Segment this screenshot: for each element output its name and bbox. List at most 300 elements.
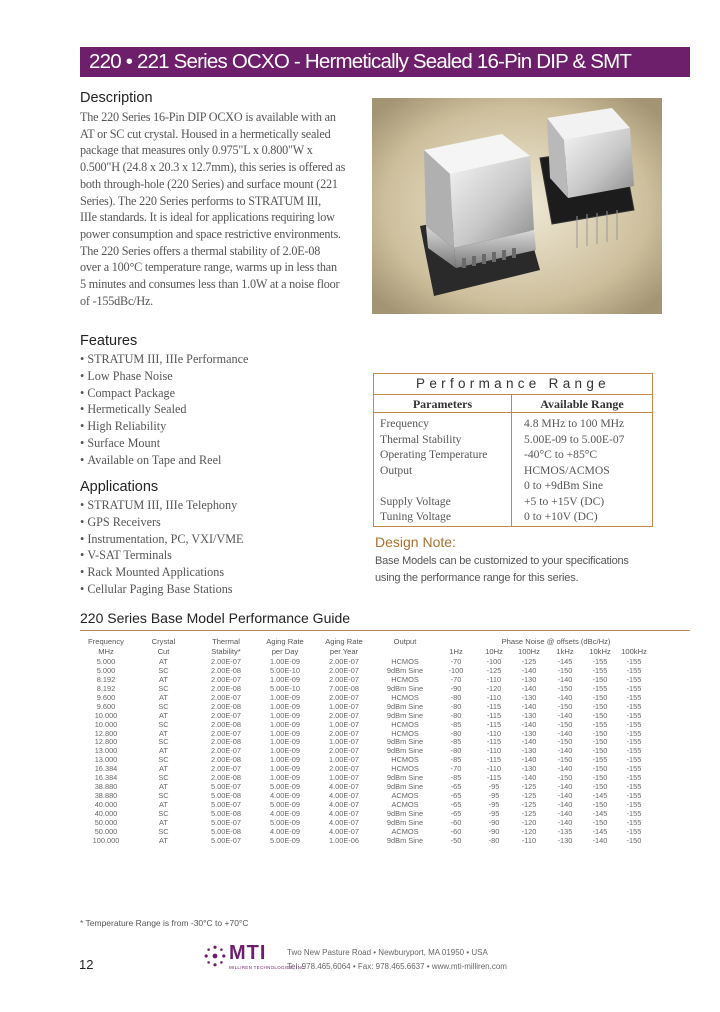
table-cell: AT [159,674,168,684]
table-cell: -115 [486,701,502,711]
table-cell: 10.000 [94,719,118,729]
performance-range-rows [374,416,652,525]
guide-title: 220 Series Base Model Performance Guide [80,610,351,626]
table-cell: 9dBm Sine [386,737,424,747]
table-row [374,416,652,432]
table-cell: -150 [557,701,573,711]
description-line: package that measures only 0.975"L x 0.800"W x [80,143,313,158]
table-cell: -140 [557,800,573,809]
offset-label: 10kHz [589,646,611,656]
table-cell: -150 [557,737,573,747]
table-cell: -125 [521,800,537,809]
table-cell: 5.00E-08 [211,791,241,801]
table-cell: -130 [521,728,537,738]
table-cell: -130 [521,674,537,684]
table-cell: 5.00E-07 [211,800,241,809]
table-cell: AT [159,835,168,845]
table-cell: 1.00E-07 [329,719,359,729]
table-cell: 7.00E-08 [329,683,359,693]
table-cell: 40.000 [94,808,118,818]
table-cell: -145 [592,826,608,836]
table-cell: 5.00E-07 [211,782,241,792]
table-cell: HCMOS [391,728,419,738]
table-cell: -155 [592,755,608,765]
table-cell: -100 [448,665,464,675]
col-frequency: Frequency MHz [88,637,124,656]
table-cell: 2.00E-07 [329,657,359,666]
table-cell: -110 [486,764,502,774]
offset-label: 100kHz [621,646,647,656]
table-cell: 50.000 [94,826,118,836]
footnote: * Temperature Range is from -30°C to +70°C [80,918,249,928]
table-cell: -140 [521,719,537,729]
table-cell: -140 [557,674,573,684]
table-cell: -70 [450,764,462,774]
table-cell: -80 [450,692,462,702]
table-cell: -95 [488,808,500,818]
table-cell: 1.00E-09 [270,701,300,711]
table-cell: 2.00E-08 [211,683,241,693]
table-cell: AT [159,728,168,738]
table-cell: -140 [557,808,573,818]
list-item: • Low Phase Noise [80,368,248,385]
table-cell: 4.00E-07 [329,808,359,818]
page-title: 220 • 221 Series OCXO - Hermetically Sealed 16-Pin DIP & SMT [80,47,690,77]
table-cell: -150 [557,755,573,765]
table-cell: -150 [592,817,608,827]
table-cell: SC [158,773,169,783]
table-row [374,494,652,510]
table-cell: -85 [450,755,462,765]
table-cell: 1.00E-06 [329,835,359,845]
features-list [80,351,248,469]
table-cell: 4.00E-09 [270,808,300,818]
table-cell: -85 [450,737,462,747]
description-line: The 220 Series 16-Pin DIP OCXO is available with an [80,110,336,124]
list-item: • Hermetically Sealed [80,401,248,418]
table-cell: -155 [626,800,642,809]
table-cell: -120 [521,817,537,827]
table-cell: -155 [626,755,642,765]
table-cell: AT [159,746,168,756]
table-cell: -115 [486,773,502,783]
performance-guide-rows [80,658,651,846]
contact-line: Tel: 978.465.6064 • Fax: 978.465.6637 • www.mti-milliren.com [287,962,507,971]
table-cell: 5.00E-10 [270,665,300,675]
table-cell: 1.00E-09 [270,657,300,666]
table-cell: -70 [450,674,462,684]
table-cell: -140 [521,755,537,765]
table-cell: -140 [557,746,573,756]
table-cell: 2.00E-07 [329,710,359,720]
table-cell: -115 [486,710,502,720]
table-cell: 4.00E-07 [329,817,359,827]
table-cell: 5.00E-07 [211,817,241,827]
table-cell: 9.600 [96,701,116,711]
table-cell: 4.00E-09 [270,791,300,801]
table-cell: 1.00E-07 [329,737,359,747]
description-line: 5 minutes and consumes less than 1.0W at a noise floor [80,277,340,292]
table-cell: -140 [521,683,537,693]
table-cell: 2.00E-08 [211,755,241,765]
table-cell: 16.384 [94,764,118,774]
description-line: both through-hole (220 Series) and surface mount (221 [80,176,338,191]
table-cell: -150 [592,701,608,711]
description-line: power consumption and space restrictive environments. [80,226,341,241]
table-cell: AT [159,782,168,792]
table-cell: -140 [592,835,608,845]
table-cell: 1.00E-07 [329,773,359,783]
table-cell: 2.00E-07 [211,728,241,738]
col-parameters: Parameters [412,397,473,411]
table-cell: -150 [592,728,608,738]
table-cell: 5.00E-09 [270,835,300,845]
table-row [374,432,652,448]
table-cell: -140 [557,791,573,801]
table-cell: 100.000 [92,835,120,845]
table-cell: 13.000 [94,755,118,765]
table-cell: 8.192 [96,683,116,693]
table-cell: -140 [521,701,537,711]
param-name: Frequency [380,417,429,430]
description-heading: Description [80,90,153,106]
table-cell: -155 [626,692,642,702]
list-item: • Rack Mounted Applications [80,564,244,581]
table-cell: 1.00E-09 [270,674,300,684]
table-row [80,837,651,846]
param-name: Operating Temperature [380,448,488,461]
list-item: • Available on Tape and Reel [80,452,248,469]
offset-label: 1kHz [556,646,574,656]
table-row [374,478,652,494]
table-cell: -140 [557,764,573,774]
table-cell: -155 [592,657,608,666]
table-cell: 5.00E-07 [211,835,241,845]
param-name: Output [380,463,413,477]
table-cell: -155 [626,728,642,738]
param-name: Tuning Voltage [380,510,451,523]
logo-text: MTI [229,942,267,964]
table-cell: -95 [488,800,500,809]
description-line: 0.500"H (24.8 x 20.3 x 12.7mm), this series is offered as [80,160,346,175]
table-cell: -90 [488,826,500,836]
table-cell: -155 [626,683,642,693]
performance-range-header [374,395,652,413]
offset-label: 10Hz [485,646,503,656]
table-cell: -130 [521,692,537,702]
description-line: over a 100°C temperature range, warms up in less than [80,260,337,275]
table-cell: AT [159,692,168,702]
list-item: • High Reliability [80,418,248,435]
table-row [374,509,652,525]
table-cell: 2.00E-07 [211,764,241,774]
table-cell: -125 [521,808,537,818]
design-note-body [375,553,665,586]
description-line: The 220 Series offers a thermal stability of 2.0E-08 [80,243,321,258]
table-cell: HCMOS [391,674,419,684]
table-cell: -130 [557,835,573,845]
table-cell: SC [158,683,169,693]
col-aging-day: Aging Rate per Day [266,637,304,656]
table-cell: 9dBm Sine [386,782,424,792]
table-cell: 2.00E-08 [211,665,241,675]
param-value: 4.8 MHz to 100 MHz [524,417,625,430]
table-row [374,447,652,463]
table-cell: 2.00E-08 [211,773,241,783]
table-cell: -140 [521,773,537,783]
table-cell: 2.00E-07 [329,665,359,675]
table-cell: -140 [521,737,537,747]
table-cell: -110 [521,835,537,845]
table-cell: SC [158,826,169,836]
table-cell: AT [159,710,168,720]
applications-list [80,497,244,598]
table-header [80,637,651,658]
table-cell: HCMOS [391,719,419,729]
table-cell: 9dBm Sine [386,817,424,827]
table-cell: 9dBm Sine [386,701,424,711]
table-cell: -65 [450,782,462,792]
table-cell: 1.00E-09 [270,746,300,756]
table-cell: -155 [626,808,642,818]
table-cell: 2.00E-07 [211,746,241,756]
table-cell: -155 [626,817,642,827]
table-cell: AT [159,657,168,666]
page-number: 12 [79,957,94,972]
table-cell: -90 [488,817,500,827]
table-cell: -50 [450,835,462,845]
dip-device-image [420,134,540,296]
list-item: • STRATUM III, IIIe Telephony [80,497,244,514]
table-cell: -150 [592,710,608,720]
table-cell: -150 [557,665,573,675]
performance-range-table [373,373,653,527]
table-cell: 5.00E-09 [270,817,300,827]
table-cell: -130 [521,764,537,774]
table-cell: -130 [521,710,537,720]
table-cell: -150 [592,692,608,702]
table-cell: 40.000 [94,800,118,809]
performance-range-title: Performance Range [374,374,652,395]
table-cell: -150 [592,764,608,774]
col-aging-year: Aging Rate per Year [325,637,363,656]
table-cell: SC [158,701,169,711]
table-cell: -145 [592,791,608,801]
table-cell: 38.880 [94,791,118,801]
list-item: • Instrumentation, PC, VXI/VME [80,531,244,548]
table-cell: 1.00E-09 [270,764,300,774]
table-cell: 38.880 [94,782,118,792]
applications-heading: Applications [80,479,159,495]
description-line: Series). The 220 Series performs to STRATUM III, [80,193,321,208]
col-thermal: Thermal Stability* [211,637,241,656]
table-cell: -95 [488,782,500,792]
table-cell: SC [158,808,169,818]
table-cell: 9dBm Sine [386,746,424,756]
table-cell: -70 [450,657,462,666]
table-cell: -140 [557,692,573,702]
table-cell: -110 [486,674,502,684]
table-cell: -80 [450,710,462,720]
table-cell: -155 [626,719,642,729]
contact-info [287,946,507,974]
table-cell: -125 [521,791,537,801]
table-cell: 9dBm Sine [386,835,424,845]
product-photo [372,98,662,314]
offset-label: 1Hz [449,646,463,656]
performance-guide-table [80,637,651,846]
table-cell: 2.00E-07 [329,692,359,702]
table-cell: -150 [592,782,608,792]
col-phase-noise: Phase Noise @ offsets (dBc/Hz) 1Hz 10Hz 100Hz 1kHz 10kHz 100kHz [435,637,651,658]
table-cell: SC [158,737,169,747]
table-cell: -150 [592,746,608,756]
table-cell: SC [158,719,169,729]
table-cell: 9dBm Sine [386,683,424,693]
table-cell: -155 [626,764,642,774]
table-cell: -155 [626,826,642,836]
design-note-line: using the performance range for this series. [375,571,579,584]
table-cell: 2.00E-07 [211,692,241,702]
table-cell: -150 [592,800,608,809]
table-cell: 2.00E-08 [211,719,241,729]
table-cell: AT [159,800,168,809]
table-cell: 2.00E-07 [329,728,359,738]
table-cell: 2.00E-08 [211,737,241,747]
list-item: • Surface Mount [80,435,248,452]
table-cell: 2.00E-07 [211,710,241,720]
col-output: Output [393,637,417,646]
table-cell: 1.00E-09 [270,773,300,783]
table-cell: 5.00E-10 [270,683,300,693]
table-cell: 1.00E-09 [270,692,300,702]
table-cell: -90 [450,683,462,693]
description-line: AT or SC cut crystal. Housed in a hermetically sealed [80,126,331,141]
table-cell: 9.600 [96,692,116,702]
table-cell: -150 [592,737,608,747]
table-cell: 4.00E-07 [329,826,359,836]
features-heading: Features [80,333,138,349]
list-item: • STRATUM III, IIIe Performance [80,351,248,368]
logo-subtext: MILLIREN TECHNOLOGIES, INC. [229,965,307,970]
table-cell: 2.00E-07 [329,746,359,756]
table-cell: 2.00E-07 [329,764,359,774]
table-cell: HCMOS [391,755,419,765]
table-cell: 50.000 [94,817,118,827]
table-cell: -80 [450,701,462,711]
table-cell: -80 [450,746,462,756]
table-cell: -155 [626,657,642,666]
table-cell: -150 [592,773,608,783]
design-note-line: Base Models can be customized to your specifications [375,555,629,567]
col-crystal: Crystal Cut [151,637,176,656]
param-value: 0 to +9dBm Sine [524,479,604,492]
table-cell: 4.00E-07 [329,791,359,801]
table-cell: -125 [521,782,537,792]
table-cell: 5.000 [96,665,116,675]
table-cell: SC [158,665,169,675]
table-cell: -155 [626,791,642,801]
param-value: -40°C to +85°C [524,448,598,461]
table-cell: -85 [450,719,462,729]
description-line: IIIe standards. It is ideal for applications requiring low [80,210,335,225]
table-cell: 5.00E-08 [211,808,241,818]
table-cell: -130 [521,746,537,756]
col-available-range: Available Range [540,397,624,411]
table-cell: 1.00E-09 [270,728,300,738]
design-note-heading: Design Note: [375,534,456,550]
address-line: Two New Pasture Road • Newburyport, MA 01950 • USA [287,948,488,957]
table-cell: -60 [450,817,462,827]
table-cell: SC [158,755,169,765]
table-cell: AT [159,764,168,774]
divider [80,630,690,631]
table-cell: 1.00E-09 [270,755,300,765]
table-cell: -155 [626,746,642,756]
offset-label: 100Hz [518,646,540,656]
param-value: 0 to +10V (DC) [524,510,598,523]
table-cell: -140 [521,665,537,675]
table-cell: -115 [486,719,502,729]
table-cell: -115 [486,737,502,747]
table-cell: HCMOS [391,657,419,666]
table-cell: 4.00E-07 [329,782,359,792]
table-cell: ACMOS [391,791,419,801]
param-name: Thermal Stability [380,432,462,446]
table-cell: ACMOS [391,826,419,836]
table-cell: AT [159,817,168,827]
table-cell: -95 [488,791,500,801]
table-cell: -155 [626,773,642,783]
table-cell: -115 [486,755,502,765]
table-cell: -140 [557,817,573,827]
table-cell: 9dBm Sine [386,710,424,720]
param-value: +5 to +15V (DC) [524,494,605,508]
table-cell: HCMOS [391,764,419,774]
table-cell: -110 [486,728,502,738]
list-item: • Compact Package [80,385,248,402]
table-cell: -155 [626,674,642,684]
table-cell: 5.000 [96,657,116,666]
table-cell: 9dBm Sine [386,773,424,783]
table-cell: -150 [557,719,573,729]
table-cell: -140 [557,782,573,792]
table-cell: 1.00E-09 [270,710,300,720]
table-row [374,463,652,479]
table-cell: 5.00E-09 [270,782,300,792]
table-cell: 13.000 [94,746,118,756]
table-cell: 4.00E-07 [329,800,359,809]
table-cell: 12.800 [94,737,118,747]
table-cell: -155 [592,719,608,729]
table-cell: 16.384 [94,773,118,783]
table-cell: 2.00E-08 [211,701,241,711]
table-cell: 2.00E-07 [211,657,241,666]
table-cell: -120 [521,826,537,836]
table-cell: -150 [557,683,573,693]
table-cell: -140 [557,710,573,720]
table-cell: 1.00E-07 [329,701,359,711]
table-cell: -155 [626,782,642,792]
table-cell: 9dBm Sine [386,665,424,675]
table-cell: -145 [557,657,573,666]
table-cell: -65 [450,791,462,801]
table-cell: -65 [450,808,462,818]
table-cell: -155 [626,701,642,711]
table-cell: 1.00E-07 [329,755,359,765]
table-cell: -135 [557,826,573,836]
list-item: • GPS Receivers [80,514,244,531]
